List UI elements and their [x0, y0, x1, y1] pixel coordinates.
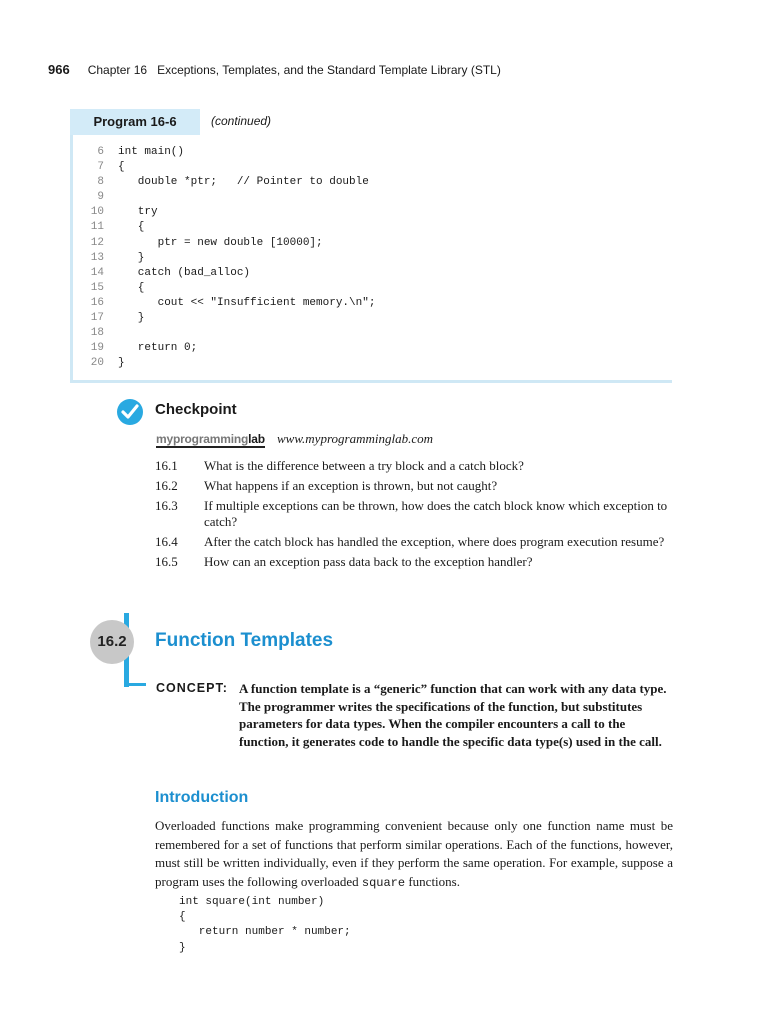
line-number: 13	[90, 251, 104, 264]
example-code-block	[179, 895, 351, 956]
code-text: try	[118, 206, 158, 219]
line-number: 18	[90, 327, 104, 340]
code-line	[80, 356, 375, 371]
code-block	[80, 145, 375, 371]
code-line	[80, 160, 375, 175]
myprogramminglab-url[interactable]: www.myprogramminglab.com	[277, 431, 433, 446]
code-text: return 0;	[118, 342, 198, 355]
line-number: 20	[90, 357, 104, 370]
code-line	[80, 220, 375, 235]
listing-left-rule	[70, 109, 73, 383]
line-number: 10	[90, 206, 104, 219]
listing-bottom-rule	[70, 380, 672, 383]
question-number: 16.3	[155, 498, 178, 513]
code-line	[80, 190, 375, 205]
program-label: Program 16-6	[70, 109, 200, 135]
code-line	[80, 296, 375, 311]
section-number-badge: 16.2	[90, 620, 134, 664]
code-line	[80, 341, 375, 356]
inline-code: square	[361, 875, 406, 890]
concept-text: A function template is a “generic” function that can work with any data type. The programmer writes the specifications of the function, but substitutes parameters for data types. When the compiler encounters a call to the function, it generates code to handle the specific data type(s) used in the call.	[239, 681, 667, 749]
myprogramminglab-logo	[156, 432, 265, 448]
code-line: return number * number;	[179, 926, 351, 939]
line-number: 19	[90, 342, 104, 355]
code-line	[80, 311, 375, 326]
section-accent-foot	[124, 683, 146, 686]
page-number: 966	[48, 62, 70, 77]
page-header	[48, 62, 501, 77]
code-text: cout << "Insufficient memory.\n";	[118, 296, 376, 309]
program-continued: (continued)	[211, 114, 272, 128]
question-number: 16.2	[155, 478, 178, 493]
code-text: {	[118, 221, 145, 234]
question-number: 16.1	[155, 458, 178, 473]
line-number: 6	[97, 146, 104, 158]
line-number: 7	[97, 161, 104, 174]
introduction-heading: Introduction	[155, 789, 249, 806]
paragraph-text-end: functions.	[405, 873, 460, 889]
checkmark-icon	[116, 398, 144, 426]
code-text: }	[118, 357, 125, 370]
concept-label: CONCEPT:	[156, 681, 228, 695]
question-text: If multiple exceptions can be thrown, how does the catch block know which exception to catch?	[204, 498, 668, 529]
code-line	[80, 251, 375, 266]
code-line	[80, 145, 375, 160]
question-item	[155, 534, 675, 550]
line-number: 16	[90, 296, 104, 309]
code-line	[80, 236, 375, 251]
question-number: 16.4	[155, 534, 178, 549]
question-item	[155, 458, 675, 474]
code-line: int square(int number)	[179, 896, 325, 908]
question-text: How can an exception pass data back to the exception handler?	[204, 554, 533, 569]
question-item	[155, 498, 675, 530]
question-item	[155, 554, 675, 570]
code-text: }	[118, 251, 145, 264]
code-line	[80, 175, 375, 190]
checkpoint-title: Checkpoint	[155, 401, 237, 418]
line-number: 12	[90, 236, 104, 249]
concept-box	[156, 680, 676, 750]
chapter-title: Chapter 16 Exceptions, Templates, and the Standard Template Library (STL)	[87, 63, 501, 77]
question-item	[155, 478, 675, 494]
code-text: {	[118, 281, 145, 294]
logo-programming: programming	[172, 432, 249, 446]
program-listing	[70, 109, 672, 383]
line-number: 15	[90, 281, 104, 294]
code-line	[80, 205, 375, 220]
line-number: 8	[97, 176, 104, 189]
logo-my: my	[156, 432, 173, 446]
code-line	[80, 281, 375, 296]
code-text: }	[118, 312, 145, 325]
code-text: {	[118, 161, 125, 174]
question-number: 16.5	[155, 554, 178, 569]
code-text: double *ptr; // Pointer to double	[118, 176, 369, 189]
code-text: catch (bad_alloc)	[118, 266, 251, 279]
section-title: Function Templates	[155, 630, 334, 651]
code-text: ptr = new double [10000];	[118, 236, 323, 249]
code-line	[80, 326, 375, 341]
question-text: What is the difference between a try block and a catch block?	[204, 458, 524, 473]
introduction-paragraph	[155, 817, 673, 892]
line-number: 14	[90, 266, 104, 279]
code-line	[80, 266, 375, 281]
code-line: {	[179, 911, 186, 924]
code-text: int main()	[118, 146, 185, 158]
code-line: }	[179, 941, 186, 954]
paragraph-text: Overloaded functions make programming convenient because only one function name must be remembered for a set of functions that perform similar operations. Each of the functions, however, must still be written individually, even if they perform the same operation. For example, suppose a program uses the following overloaded	[155, 818, 673, 889]
question-text: What happens if an exception is thrown, but not caught?	[204, 478, 498, 493]
line-number: 11	[90, 221, 104, 234]
question-text: After the catch block has handled the exception, where does program execution resume?	[204, 534, 665, 549]
checkpoint-questions	[155, 458, 675, 574]
line-number: 17	[90, 312, 104, 325]
line-number: 9	[97, 191, 104, 204]
logo-lab: lab	[248, 432, 265, 446]
